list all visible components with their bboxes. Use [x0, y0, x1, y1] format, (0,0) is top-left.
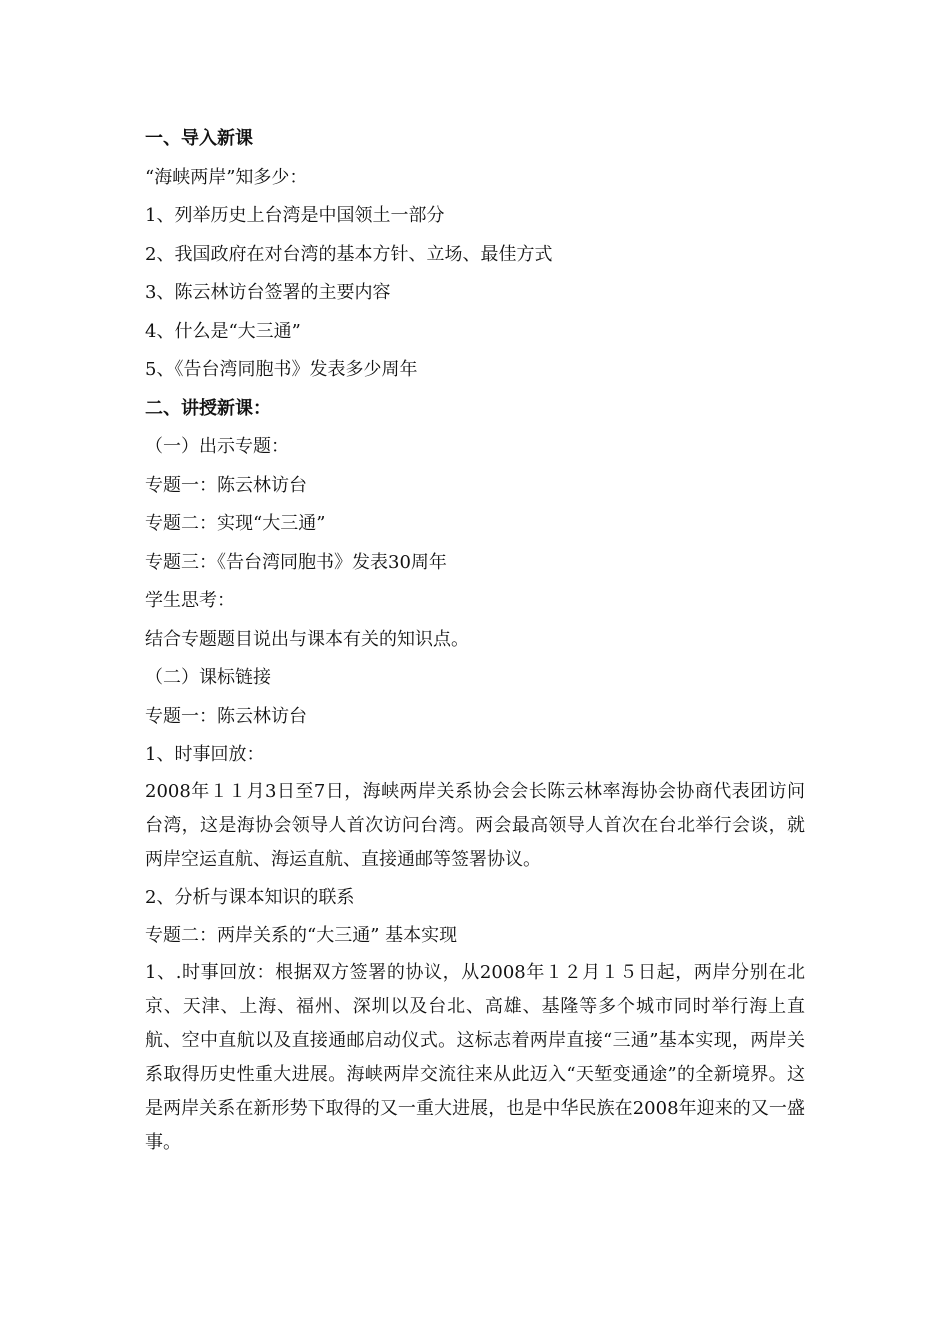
part2-title: （二）课标链接: [145, 667, 271, 688]
topic1-review-text: 2008年１１月3日至7日，海峡两岸关系协会会长陈云林率海协会协商代表团访问台湾，这是海协会领导人首次访问台湾。两会最高领导人首次在台北举行会谈，就两岸空运直航、海运直航、直接通邮等签署协议。: [145, 780, 805, 870]
topic1-analysis: 2、分析与课本知识的联系: [145, 886, 355, 908]
list-item: 5、《告台湾同胞书》发表多少周年: [145, 359, 418, 380]
list-item: 2、我国政府在对台湾的基本方针、立场、最佳方式: [145, 243, 553, 265]
think-label: 学生思考：: [145, 590, 235, 611]
section1-intro: “海峡两岸”知多少：: [145, 166, 308, 188]
list-item: 3、陈云林访台签署的主要内容: [145, 282, 391, 303]
topic-item: 专题一：陈云林访台: [145, 474, 307, 496]
topic1-review-label: 1、时事回放：: [145, 744, 265, 765]
think-text: 结合专题题目说出与课本有关的知识点。: [145, 628, 469, 650]
section2-heading: 二、讲授新课：: [145, 397, 271, 419]
topic2-review-text: 1、.时事回放：根据双方签署的协议，从2008年１２月１５日起，两岸分别在北京、天津、上海、福州、深圳以及台北、高雄、基隆等多个城市同时举行海上直航、空中直航以及直接通邮启动仪式。这标志着两岸直接“三通”基本实现，两岸关系取得历史性重大进展。海峡两岸交流往来从此迈入“天堑变通途”的全新境界。这是两岸关系在新形势下取得的又一重大进展，也是中华民族在2008年迎来的又一盛事。: [145, 961, 805, 1153]
topic-item: 专题二：实现“大三通”: [145, 513, 326, 534]
document-page: [145, 120, 805, 1160]
list-item: 4、什么是“大三通”: [145, 320, 301, 342]
topic1-title: 专题一：陈云林访台: [145, 705, 307, 727]
list-item: 1、列举历史上台湾是中国领土一部分: [145, 205, 445, 226]
part1-title: （一）出示专题：: [145, 436, 289, 457]
topic2-title: 专题二：两岸关系的“大三通” 基本实现: [145, 925, 458, 946]
topic-item: 专题三：《告台湾同胞书》发表30周年: [145, 551, 447, 573]
section1-heading: 一、导入新课: [145, 128, 253, 149]
